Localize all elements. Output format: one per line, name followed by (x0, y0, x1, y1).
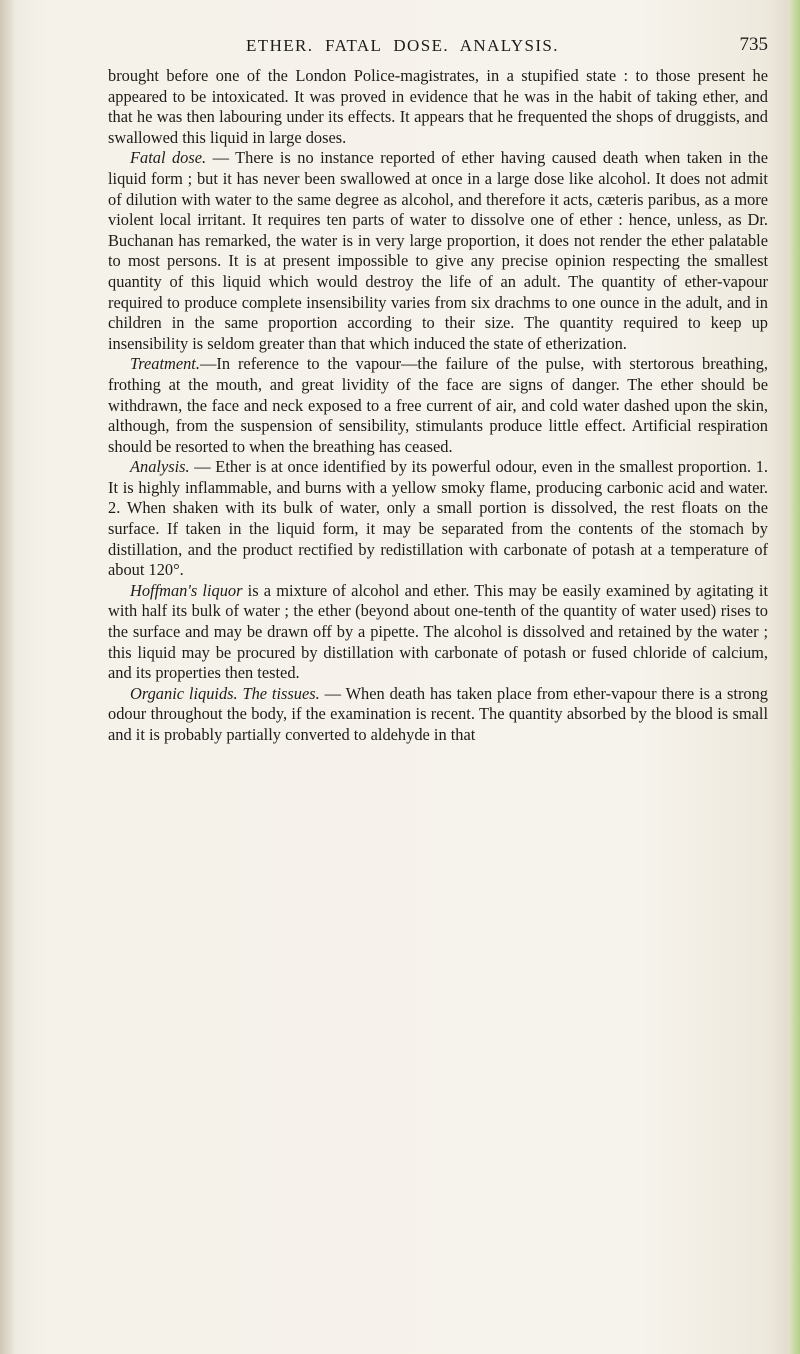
section-heading: Analysis. (130, 457, 190, 477)
paragraph-organic-liquids (108, 684, 768, 746)
section-heading: Fatal dose. (130, 148, 207, 168)
section-heading: Organic liquids. The tissues. (130, 683, 320, 703)
paragraph-treatment (108, 354, 768, 457)
paragraph-fatal-dose (108, 148, 768, 354)
paragraph-text: — Ether is at once identified by its powerful odour, even in the smallest proportion. 1. It is highly inflammable, and burns with a yellow smoky flame, producing carbonic acid and water. 2. When shaken with its bulk of water, only a small portion is dissolved, the rest floats on the surface. If taken in the liquid form, it may be separated from the contents of the stomach by distillation, and the product rectified by redistillation with carbonate of potash at a temperature of about 120°. (108, 457, 768, 580)
paragraph-hoffmans-liquor (108, 581, 768, 684)
paragraph-text: — When death has taken place from ether-vapour there is a strong odour throughout the body, if the examination is recent. The quantity absorbed by the blood is small and it is probably partially converted to aldehyde in that (108, 683, 768, 744)
paragraph-text: brought before one of the London Police-magistrates, in a stupified state : to those present he appeared to be intoxicated. It was proved in evidence that he was in the habit of taking ether, and that he was then labouring under its effects. It appears that he frequented the shops of druggists, and swallowed this liquid in large doses. (108, 66, 768, 147)
section-heading: Hoffman's liquor (130, 580, 243, 600)
page-edge (788, 0, 800, 1354)
page-header (108, 36, 768, 62)
body-text (108, 66, 768, 746)
paragraph-text: —In reference to the vapour—the failure of the pulse, with stertorous breathing, frothing at the mouth, and great lividity of the face are signs of danger. The ether should be withdrawn, the face and neck exposed to a free current of air, and cold water dashed upon the skin, although, from the suspension of sensibility, stimulants produce little effect. Artificial respiration should be resorted to when the breathing has ceased. (108, 354, 768, 456)
page-number: 735 (739, 34, 768, 55)
section-heading: Treatment. (130, 354, 200, 374)
running-head: ETHER. FATAL DOSE. ANALYSIS. (246, 36, 559, 55)
paragraph-analysis (108, 457, 768, 581)
paragraph-text: — There is no instance reported of ether having caused death when taken in the liquid form ; but it has never been swallowed at once in a large dose like alcohol. It does not admit of dilution with water to the same degree as alcohol, and therefore it acts, cæteris paribus, as a more violent local irritant. It requires ten parts of water to dissolve one of ether : hence, unless, as Dr. Buchanan has remarked, the water is in very large proportion, it does not render the ether palatable to most persons. It is at present impossible to give any precise opinion respecting the smallest quantity of this liquid which would destroy the life of an adult. The quantity of ether-vapour required to produce complete insensibility varies from six drachms to one ounce in the adult, and in children in the same proportion according to their size. The quantity required to keep up insensibility is seldom greater than that which induced the state of etherization. (108, 148, 768, 353)
page-gutter-shadow (0, 0, 16, 1354)
paragraph-continuation (108, 66, 768, 148)
paragraph-text: is a mixture of alcohol and ether. This may be easily examined by agitating it with half its bulk of water ; the ether (beyond about one-tenth of the quantity of water used) rises to the surface and may be drawn off by a pipette. The alcohol is dissolved and retained by the water ; this liquid may be procured by distillation with carbonate of potash or fused chloride of calcium, and its properties then tested. (108, 580, 769, 683)
